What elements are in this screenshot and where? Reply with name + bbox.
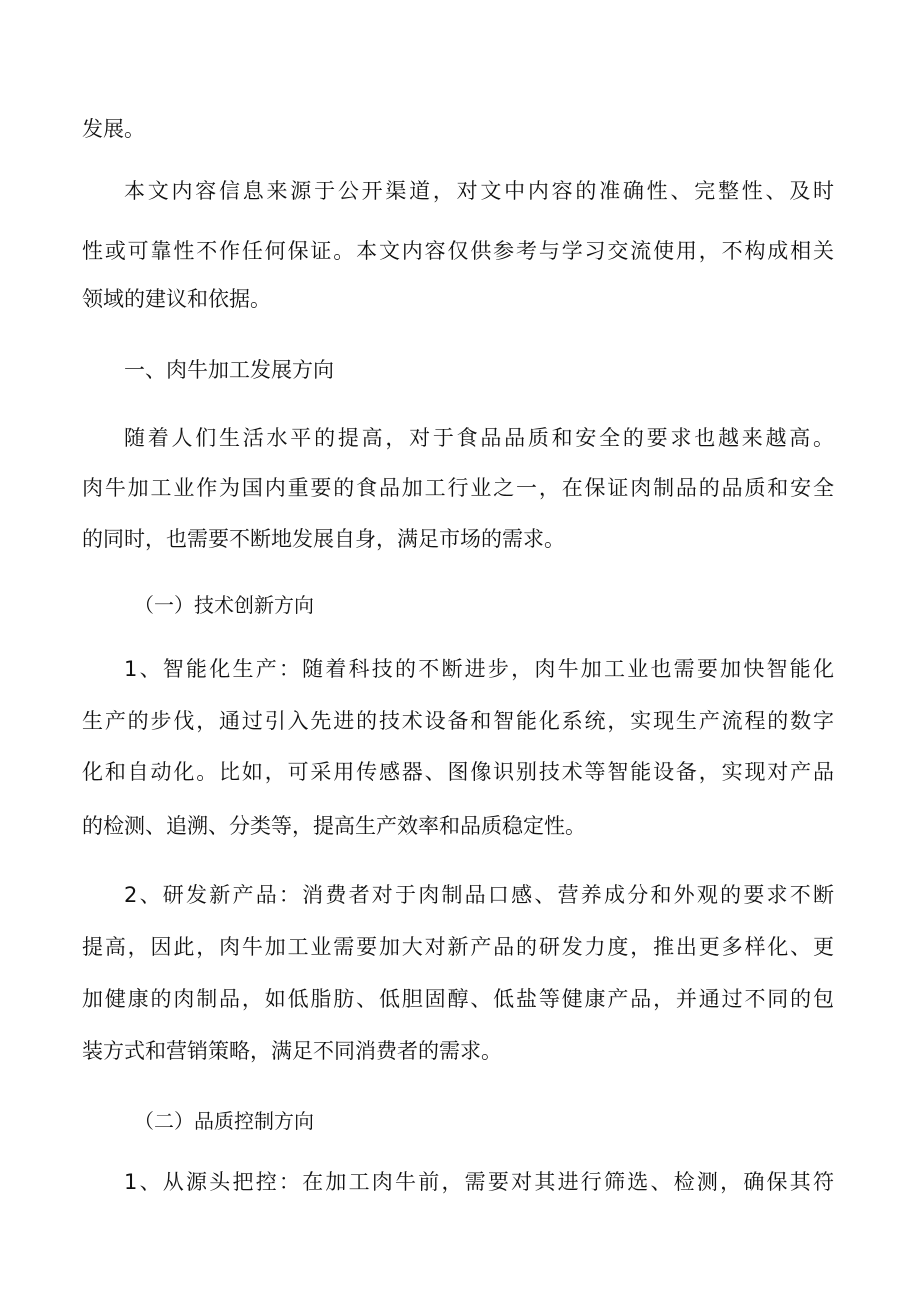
paragraph-line: 2、研发新产品：消费者对于肉制品口感、营养成分和外观的要求不断: [124, 883, 834, 907]
paragraph-line: 1、智能化生产：随着科技的不断进步，肉牛加工业也需要加快智能化: [124, 657, 834, 681]
paragraph-line: 领域的建议和依据。: [82, 287, 271, 311]
paragraph-line: 装方式和营销策略，满足不同消费者的需求。: [82, 1039, 502, 1063]
paragraph-line: 提高，因此，肉牛加工业需要加大对新产品的研发力度，推出更多样化、更: [82, 935, 834, 959]
subsection-heading: （二）品质控制方向: [134, 1109, 314, 1133]
subsection-heading: （一）技术创新方向: [134, 593, 314, 617]
paragraph-line: 随着人们生活水平的提高，对于食品品质和安全的要求也越来越高。: [124, 426, 834, 450]
paragraph-line: 发展。: [82, 117, 145, 141]
paragraph-line: 生产的步伐，通过引入先进的技术设备和智能化系统，实现生产流程的数字: [82, 709, 834, 733]
section-heading: 一、肉牛加工发展方向: [124, 358, 334, 382]
paragraph-line: 的检测、追溯、分类等，提高生产效率和品质稳定性。: [82, 814, 586, 838]
paragraph-line: 化和自动化。比如，可采用传感器、图像识别技术等智能设备，实现对产品: [82, 760, 834, 784]
paragraph-line: 1、从源头把控：在加工肉牛前，需要对其进行筛选、检测，确保其符: [124, 1170, 834, 1194]
paragraph-line: 肉牛加工业作为国内重要的食品加工行业之一，在保证肉制品的品质和安全: [82, 476, 834, 500]
paragraph-line: 加健康的肉制品，如低脂肪、低胆固醇、低盐等健康产品，并通过不同的包: [82, 987, 834, 1011]
paragraph-line: 的同时，也需要不断地发展自身，满足市场的需求。: [82, 527, 565, 551]
paragraph-line: 性或可靠性不作任何保证。本文内容仅供参考与学习交流使用，不构成相关: [82, 239, 834, 263]
paragraph-line: 本文内容信息来源于公开渠道，对文中内容的准确性、完整性、及时: [124, 179, 834, 203]
